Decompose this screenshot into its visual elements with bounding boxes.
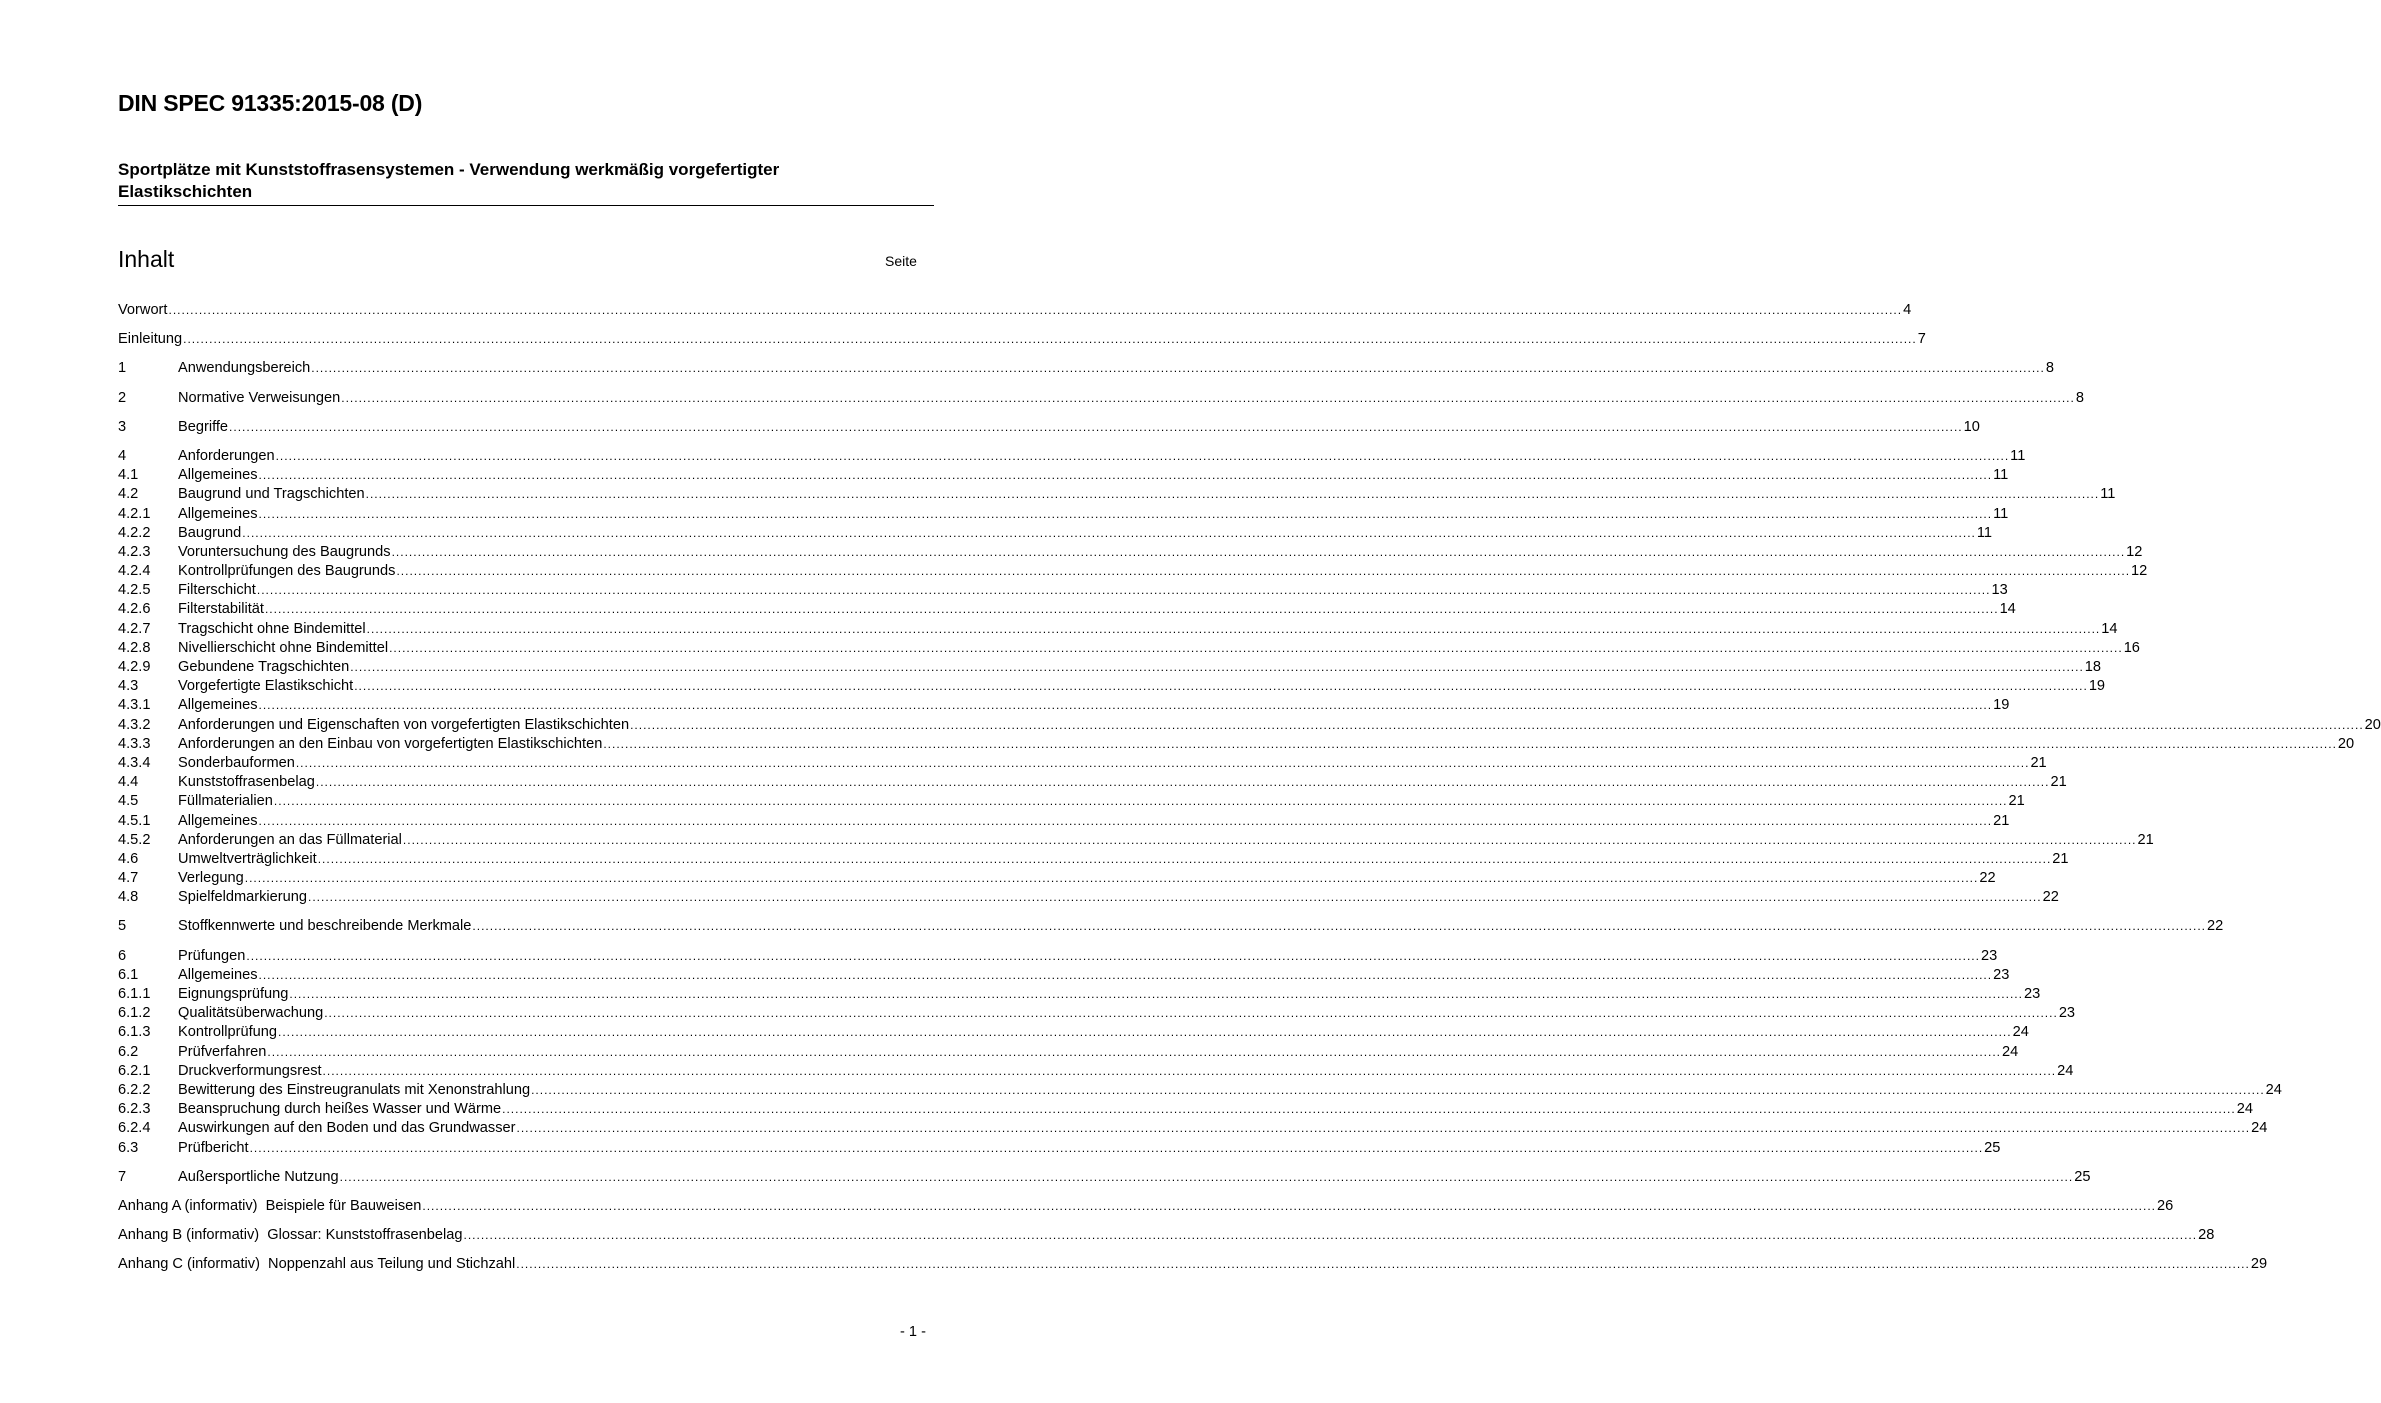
toc-entry[interactable]: [118, 966, 2010, 985]
toc-page-column-label: Seite: [885, 253, 917, 269]
toc-entry-line: [178, 1023, 2029, 1042]
toc-entry-number: 4.2.8: [118, 639, 151, 656]
toc-entry-page: 24: [2012, 1024, 2029, 1041]
toc-entry-label: Anhang A (informativ) Beispiele für Bauweisen: [118, 1197, 422, 1216]
toc-entry-line: [178, 562, 2148, 581]
toc-entry-number: 4.1: [118, 467, 139, 484]
toc-entry[interactable]: [118, 301, 1912, 320]
toc-entry-label: Kunststoffrasenbelag: [178, 773, 316, 792]
toc-entry[interactable]: [118, 677, 2106, 696]
toc-entry-page: 21: [2008, 793, 2025, 810]
toc-entry[interactable]: [118, 888, 2059, 907]
toc-entry-page: 11: [1976, 524, 1993, 541]
toc-entry-page: 23: [2058, 1005, 2076, 1022]
toc-entry-line: [118, 1226, 2215, 1245]
toc-entry[interactable]: [118, 1168, 2091, 1187]
toc-entry-line: [178, 658, 2102, 677]
toc-dot-leader: ................................................................................................................................................................................................................................................................................................................................................................................................................: [258, 698, 1993, 713]
toc-entry-number: 3: [118, 418, 127, 435]
toc-entry-line: [178, 831, 2154, 850]
toc-entry[interactable]: [118, 330, 1926, 349]
toc-entry[interactable]: [118, 658, 2102, 677]
toc-entry-number: 4.2.6: [118, 601, 151, 618]
toc-entry-line: [178, 773, 2067, 792]
toc-dot-leader: ................................................................................................................................................................................................................................................................................................................................................................................................................: [354, 679, 2088, 694]
toc-entry-line: [178, 1062, 2074, 1081]
toc-entry-page: 19: [1993, 697, 2010, 714]
toc-entry-page: 21: [2137, 831, 2154, 848]
toc-entry-number: 6.1.2: [118, 1005, 151, 1022]
toc-entry-label: Filterschicht: [178, 581, 257, 600]
toc-dot-leader: ................................................................................................................................................................................................................................................................................................................................................................................................................: [275, 448, 2010, 463]
toc-entry[interactable]: [118, 466, 2009, 485]
toc-dot-leader: ................................................................................................................................................................................................................................................................................................................................................................................................................: [339, 1169, 2074, 1184]
toc-entry-page: 13: [1991, 582, 2008, 599]
toc-dot-leader: ................................................................................................................................................................................................................................................................................................................................................................................................................: [273, 794, 2008, 809]
toc-entry-line: [178, 716, 2381, 735]
toc-entry-line: [178, 620, 2118, 639]
toc-entry-page: 24: [2251, 1120, 2268, 1137]
toc-dot-leader: ................................................................................................................................................................................................................................................................................................................................................................................................................: [258, 967, 1993, 982]
toc-entry-page: 20: [2337, 735, 2355, 752]
toc-entry-page: 8: [2075, 389, 2084, 406]
toc-dot-leader: ................................................................................................................................................................................................................................................................................................................................................................................................................: [311, 361, 2045, 376]
toc-dot-leader: ................................................................................................................................................................................................................................................................................................................................................................................................................: [183, 332, 1917, 347]
toc-dot-leader: ................................................................................................................................................................................................................................................................................................................................................................................................................: [350, 660, 2084, 674]
toc-entry-line: [178, 966, 2010, 985]
toc-entry-page: 16: [2123, 639, 2140, 656]
toc-entry-label: Einleitung: [118, 330, 183, 349]
toc-entry-number: 4.2.3: [118, 543, 151, 560]
toc-entry-number: 4.2.5: [118, 582, 151, 599]
toc-entry-label: Prüfungen: [178, 947, 246, 966]
toc-entry[interactable]: [118, 1139, 2001, 1158]
toc-entry[interactable]: [118, 716, 2381, 735]
toc-entry-label: Vorwort: [118, 301, 168, 320]
toc-entry-label: Stoffkennwerte und beschreibende Merkmale: [178, 917, 472, 936]
toc-dot-leader: ................................................................................................................................................................................................................................................................................................................................................................................................................: [277, 1025, 2012, 1040]
toc-entry-page: 11: [1993, 467, 2009, 484]
toc-entry-number: 7: [118, 1168, 127, 1185]
toc-entry-label: Beanspruchung durch heißes Wasser und Wärme: [178, 1100, 502, 1119]
toc-entry-line: [178, 869, 1996, 888]
toc-entry[interactable]: [118, 985, 2041, 1004]
toc-entry[interactable]: [118, 1119, 2268, 1138]
toc-entry[interactable]: [118, 600, 2016, 619]
toc-dot-leader: ................................................................................................................................................................................................................................................................................................................................................................................................................: [472, 919, 2206, 934]
toc-entry-number: 4.7: [118, 870, 139, 887]
toc-entry-number: 4.2.4: [118, 563, 151, 580]
toc-entry-label: Allgemeines: [178, 505, 259, 524]
toc-entry-label: Voruntersuchung des Baugrunds: [178, 543, 392, 562]
toc-entry-number: 4.2.9: [118, 659, 151, 675]
toc-entry-page: 24: [2236, 1101, 2253, 1118]
toc-entry-page: 22: [1979, 870, 1996, 887]
toc-entry-line: [178, 581, 2008, 600]
toc-entry[interactable]: [118, 1255, 2268, 1274]
toc-dot-leader: ................................................................................................................................................................................................................................................................................................................................................................................................................: [289, 987, 2023, 1001]
toc-entry-page: 18: [2084, 659, 2102, 675]
toc-entry-page: 24: [2057, 1062, 2074, 1079]
toc-entry-page: 22: [2042, 889, 2059, 906]
toc-entry-label: Baugrund: [178, 524, 242, 543]
toc-entry-number: 4.2.7: [118, 620, 151, 637]
toc-entry-label: Eignungsprüfung: [178, 985, 289, 1004]
toc-entry-number: 4: [118, 447, 127, 464]
toc-entry-line: [178, 359, 2054, 378]
toc-entry-page: 20: [2364, 716, 2381, 733]
toc-dot-leader: ................................................................................................................................................................................................................................................................................................................................................................................................................: [531, 1082, 2265, 1097]
toc-entry[interactable]: [118, 1226, 2215, 1245]
toc-entry[interactable]: [118, 1004, 2076, 1023]
toc-entry[interactable]: [118, 447, 2026, 466]
toc-entry[interactable]: [118, 524, 1993, 543]
toc-entry[interactable]: [118, 869, 1996, 888]
toc-entry-label: Filterstabilität: [178, 600, 265, 619]
toc-dot-leader: ................................................................................................................................................................................................................................................................................................................................................................................................................: [341, 390, 2075, 405]
toc-entry-line: [178, 1043, 2019, 1062]
toc-entry-label: Füllmaterialien: [178, 792, 274, 811]
toc-entry[interactable]: [118, 1100, 2253, 1119]
toc-entry[interactable]: [118, 620, 2118, 639]
toc-entry-label: Umweltverträglichkeit: [178, 850, 318, 869]
toc-entry-line: [178, 754, 2047, 773]
toc-entry[interactable]: [118, 773, 2067, 792]
toc-entry[interactable]: [118, 917, 2224, 936]
toc-entry-number: 4.2.1: [118, 505, 151, 522]
toc-entry-page: 19: [2088, 678, 2106, 695]
toc-entry-line: [178, 1081, 2282, 1100]
toc-entry[interactable]: [118, 812, 2010, 831]
toc-entry-label: Spielfeldmarkierung: [178, 888, 308, 907]
toc-dot-leader: ................................................................................................................................................................................................................................................................................................................................................................................................................: [249, 1140, 1984, 1155]
toc-entry[interactable]: [118, 1062, 2074, 1081]
toc-dot-leader: ................................................................................................................................................................................................................................................................................................................................................................................................................: [244, 871, 1979, 886]
toc-dot-leader: ................................................................................................................................................................................................................................................................................................................................................................................................................: [516, 1121, 2251, 1136]
toc-entry-number: 4.3.1: [118, 697, 151, 714]
toc-entry-page: 11: [2100, 486, 2116, 503]
toc-entry-line: [178, 792, 2025, 811]
toc-entry-number: 4.6: [118, 850, 139, 867]
toc-dot-leader: ................................................................................................................................................................................................................................................................................................................................................................................................................: [502, 1102, 2236, 1117]
toc-entry-page: 24: [2002, 1043, 2019, 1060]
toc-dot-leader: ................................................................................................................................................................................................................................................................................................................................................................................................................: [365, 487, 2100, 502]
document-subtitle: Sportplätze mit Kunststoffrasensystemen - Verwendung werkmäßig vorgefertigter Elastikschichten: [118, 160, 780, 201]
toc-dot-leader: ................................................................................................................................................................................................................................................................................................................................................................................................................: [168, 303, 1903, 317]
toc-entry[interactable]: [118, 754, 2047, 773]
toc-entry-label: Allgemeines: [178, 696, 259, 715]
toc-entry-label: Baugrund und Tragschichten: [178, 485, 366, 504]
toc-entry-page: 25: [2074, 1168, 2091, 1185]
toc-dot-leader: ................................................................................................................................................................................................................................................................................................................................................................................................................: [258, 506, 1993, 521]
toc-entry-page: 21: [2050, 774, 2067, 791]
toc-entry-number: 5: [118, 918, 127, 935]
toc-entry-page: 22: [2207, 918, 2224, 935]
toc-dot-leader: ................................................................................................................................................................................................................................................................................................................................................................................................................: [258, 468, 1993, 483]
toc-entry-label: Kontrollprüfung: [178, 1023, 278, 1042]
toc-entry-label: Tragschicht ohne Bindemittel: [178, 620, 367, 639]
toc-entry-number: 4.5.1: [118, 812, 151, 829]
toc-entry-line: [178, 735, 2355, 754]
toc-entry-line: [178, 917, 2224, 936]
toc-entry-label: Normative Verweisungen: [178, 389, 341, 408]
toc-entry[interactable]: [118, 418, 1980, 437]
toc-entry[interactable]: [118, 1043, 2019, 1062]
toc-entry-page: 23: [2023, 986, 2041, 1002]
toc-entry-number: 4.3.2: [118, 716, 151, 733]
toc-entry-label: Prüfbericht: [178, 1139, 250, 1158]
toc-entry-line: [178, 543, 2143, 562]
toc-dot-leader: ................................................................................................................................................................................................................................................................................................................................................................................................................: [463, 1228, 2198, 1243]
table-of-contents: [118, 301, 2381, 1274]
toc-entry-line: [178, 600, 2016, 619]
toc-dot-leader: ................................................................................................................................................................................................................................................................................................................................................................................................................: [242, 525, 1976, 540]
toc-entry-line: [178, 1139, 2001, 1158]
toc-entry-number: 4.3.3: [118, 735, 151, 752]
toc-entry-number: 4.8: [118, 889, 139, 906]
toc-entry[interactable]: [118, 389, 2084, 408]
toc-dot-leader: ................................................................................................................................................................................................................................................................................................................................................................................................................: [396, 564, 2131, 579]
toc-dot-leader: ................................................................................................................................................................................................................................................................................................................................................................................................................: [603, 736, 2337, 751]
toc-entry-number: 6.2.3: [118, 1101, 151, 1118]
toc-entry-number: 6.1.3: [118, 1024, 151, 1041]
toc-entry-line: [178, 447, 2026, 466]
toc-entry-line: [178, 1100, 2253, 1119]
toc-dot-leader: ................................................................................................................................................................................................................................................................................................................................................................................................................: [516, 1257, 2250, 1272]
toc-entry-label: Qualitätsüberwachung: [178, 1004, 324, 1023]
toc-dot-leader: ................................................................................................................................................................................................................................................................................................................................................................................................................: [258, 813, 1993, 828]
toc-entry-page: 4: [1903, 302, 1912, 318]
toc-dot-leader: ................................................................................................................................................................................................................................................................................................................................................................................................................: [402, 832, 2137, 847]
toc-entry[interactable]: [118, 696, 2010, 715]
toc-entry-line: [178, 389, 2084, 408]
toc-entry-line: [178, 1168, 2091, 1187]
toc-entry-page: 24: [2265, 1081, 2282, 1098]
toc-entry[interactable]: [118, 1023, 2029, 1042]
toc-entry[interactable]: [118, 581, 2008, 600]
toc-entry-number: 6.2.2: [118, 1081, 151, 1098]
toc-entry-label: Außersportliche Nutzung: [178, 1168, 340, 1187]
toc-entry-number: 6: [118, 947, 127, 964]
toc-entry-label: Allgemeines: [178, 966, 259, 985]
toc-dot-leader: ................................................................................................................................................................................................................................................................................................................................................................................................................: [246, 948, 1980, 963]
toc-entry-page: 11: [2010, 447, 2026, 464]
toc-entry-label: Allgemeines: [178, 812, 259, 831]
toc-entry-page: 26: [2156, 1197, 2174, 1214]
toc-entry-line: [178, 1004, 2076, 1023]
toc-entry-label: Nivellierschicht ohne Bindemittel: [178, 639, 389, 658]
toc-entry-line: [178, 418, 1980, 437]
toc-dot-leader: ................................................................................................................................................................................................................................................................................................................................................................................................................: [307, 890, 2042, 905]
toc-entry-line: [178, 1119, 2268, 1138]
toc-entry-number: 6.1.1: [118, 986, 151, 1002]
toc-entry-number: 6.2.1: [118, 1062, 151, 1079]
toc-entry-label: Anforderungen an das Füllmaterial: [178, 831, 403, 850]
toc-entry-number: 4.5.2: [118, 831, 151, 848]
toc-entry-line: [178, 677, 2106, 696]
toc-dot-leader: ................................................................................................................................................................................................................................................................................................................................................................................................................: [422, 1198, 2156, 1213]
toc-entry-number: 4.2.2: [118, 524, 151, 541]
toc-dot-leader: ................................................................................................................................................................................................................................................................................................................................................................................................................: [630, 717, 2364, 732]
toc-entry-label: Anforderungen und Eigenschaften von vorgefertigten Elastikschichten: [178, 716, 630, 735]
toc-entry-number: 6.2.4: [118, 1120, 151, 1137]
toc-entry[interactable]: [118, 792, 2025, 811]
toc-entry-page: 28: [2198, 1227, 2215, 1244]
toc-entry-label: Auswirkungen auf den Boden und das Grundwasser: [178, 1119, 517, 1138]
toc-entry-line: [178, 985, 2041, 1004]
toc-entry-line: [178, 812, 2010, 831]
toc-entry-label: Vorgefertigte Elastikschicht: [178, 677, 354, 696]
toc-entry-page: 14: [2101, 620, 2118, 637]
toc-entry-page: 10: [1963, 418, 1980, 435]
toc-entry-label: Allgemeines: [178, 466, 259, 485]
toc-entry-line: [178, 639, 2140, 658]
toc-entry-label: Verlegung: [178, 869, 245, 888]
toc-entry-page: 23: [1980, 947, 1998, 964]
document-title: DIN SPEC 91335:2015-08 (D): [118, 90, 423, 116]
toc-dot-leader: ................................................................................................................................................................................................................................................................................................................................................................................................................: [256, 583, 1991, 598]
toc-heading: Inhalt: [118, 246, 175, 272]
toc-entry-line: [178, 485, 2116, 504]
toc-entry-page: 12: [2126, 543, 2143, 560]
toc-entry-label: Anwendungsbereich: [178, 359, 311, 378]
toc-entry-page: 14: [1999, 601, 2016, 618]
toc-dot-leader: ................................................................................................................................................................................................................................................................................................................................................................................................................: [295, 755, 2030, 770]
toc-entry-line: [118, 301, 1912, 320]
toc-entry[interactable]: [118, 947, 1998, 966]
toc-entry[interactable]: [118, 1081, 2282, 1100]
toc-entry[interactable]: [118, 639, 2140, 658]
toc-dot-leader: ................................................................................................................................................................................................................................................................................................................................................................................................................: [267, 1044, 2002, 1059]
toc-dot-leader: ................................................................................................................................................................................................................................................................................................................................................................................................................: [317, 851, 2052, 866]
toc-entry-label: Anhang B (informativ) Glossar: Kunststoffrasenbelag: [118, 1226, 463, 1245]
toc-entry-line: [178, 696, 2010, 715]
toc-dot-leader: ................................................................................................................................................................................................................................................................................................................................................................................................................: [391, 544, 2126, 559]
toc-entry-page: 29: [2250, 1256, 2268, 1273]
toc-entry-line: [178, 466, 2009, 485]
toc-entry[interactable]: [118, 1197, 2174, 1216]
toc-entry-number: 4.3.4: [118, 754, 151, 771]
toc-entry-line: [118, 1197, 2174, 1216]
toc-entry-label: Begriffe: [178, 418, 229, 437]
toc-entry-page: 25: [1984, 1139, 2001, 1156]
toc-entry-page: 7: [1917, 331, 1926, 348]
toc-entry-line: [178, 850, 2069, 869]
toc-entry-number: 4.2: [118, 486, 139, 503]
page-number: - 1 -: [900, 1324, 926, 1340]
toc-entry-label: Anforderungen: [178, 447, 276, 466]
toc-dot-leader: ................................................................................................................................................................................................................................................................................................................................................................................................................: [315, 775, 2050, 790]
toc-entry-line: [178, 947, 1998, 966]
toc-dot-leader: ................................................................................................................................................................................................................................................................................................................................................................................................................: [324, 1006, 2058, 1021]
toc-entry-label: Bewitterung des Einstreugranulats mit Xenonstrahlung: [178, 1081, 531, 1100]
toc-entry-line: [118, 330, 1926, 349]
toc-entry-number: 4.3: [118, 678, 139, 695]
toc-entry-label: Prüfverfahren: [178, 1043, 267, 1062]
toc-dot-leader: ................................................................................................................................................................................................................................................................................................................................................................................................................: [366, 621, 2101, 636]
toc-entry-page: 12: [2131, 563, 2148, 580]
toc-entry-page: 11: [1993, 505, 2009, 522]
toc-entry-label: Sonderbauformen: [178, 754, 296, 773]
toc-dot-leader: ................................................................................................................................................................................................................................................................................................................................................................................................................: [322, 1063, 2057, 1078]
title-divider: [118, 205, 934, 206]
toc-entry-label: Anforderungen an den Einbau von vorgefertigten Elastikschichten: [178, 735, 603, 754]
toc-entry-label: Druckverformungsrest: [178, 1062, 323, 1081]
toc-entry[interactable]: [118, 543, 2143, 562]
toc-entry-label: Gebundene Tragschichten: [178, 658, 350, 677]
toc-entry-number: 6.3: [118, 1139, 139, 1156]
toc-entry[interactable]: [118, 735, 2355, 754]
toc-entry-line: [178, 524, 1993, 543]
toc-dot-leader: ................................................................................................................................................................................................................................................................................................................................................................................................................: [229, 419, 1963, 434]
toc-entry-page: 21: [2030, 754, 2047, 771]
toc-entry-page: 21: [1993, 812, 2010, 829]
toc-entry-line: [178, 888, 2059, 907]
toc-entry[interactable]: [118, 359, 2054, 378]
toc-entry-page: 8: [2045, 360, 2054, 377]
toc-entry-number: 2: [118, 389, 127, 406]
toc-entry-page: 21: [2052, 850, 2069, 867]
toc-entry-number: 6.1: [118, 966, 139, 983]
toc-entry-label: Kontrollprüfungen des Baugrunds: [178, 562, 396, 581]
toc-entry-line: [118, 1255, 2268, 1274]
toc-entry-label: Anhang C (informativ) Noppenzahl aus Teilung und Stichzahl: [118, 1255, 516, 1274]
toc-entry[interactable]: [118, 850, 2069, 869]
toc-entry-number: 4.4: [118, 774, 139, 791]
toc-entry-number: 1: [118, 360, 127, 377]
toc-entry[interactable]: [118, 505, 2009, 524]
toc-entry-number: 6.2: [118, 1043, 139, 1060]
toc-entry[interactable]: [118, 485, 2116, 504]
toc-entry-page: 23: [1993, 966, 2010, 983]
toc-dot-leader: ................................................................................................................................................................................................................................................................................................................................................................................................................: [389, 640, 2123, 655]
toc-entry[interactable]: [118, 562, 2148, 581]
toc-entry-line: [178, 505, 2009, 524]
toc-entry-number: 4.5: [118, 793, 139, 810]
toc-entry[interactable]: [118, 831, 2154, 850]
toc-dot-leader: ................................................................................................................................................................................................................................................................................................................................................................................................................: [264, 602, 1999, 617]
